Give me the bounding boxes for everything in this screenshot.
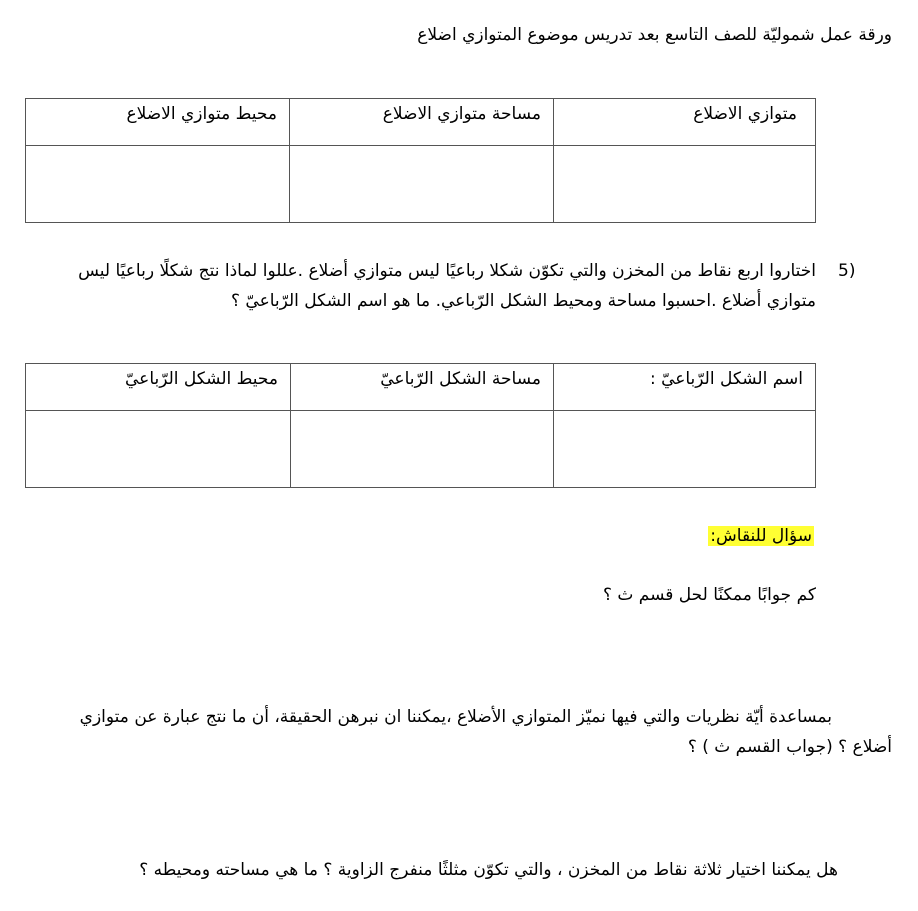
quadrilateral-table — [25, 363, 816, 488]
question-number: 5) — [838, 261, 856, 281]
header-parallelogram: متوازي الاضلاع — [554, 99, 816, 146]
discussion-heading — [708, 519, 814, 553]
answer-cell-area[interactable] — [291, 411, 554, 488]
question5-line2: متوازي أضلاع .احسبوا مساحة ومحيط الشكل الرّباعي. ما هو اسم الشكل الرّباعيّ ؟ — [230, 291, 816, 311]
worksheet-title: ورقة عمل شموليّة للصف التاسع بعد تدريس موضوع المتوازي اضلاع — [417, 25, 892, 45]
discussion-question-1: كم جوابًا ممكنًا لحل قسم ث ؟ — [602, 585, 816, 605]
discussion-question-2-line1: بمساعدة أيّة نظريات والتي فيها نميّز المتوازي الأضلاع ،يمكننا ان نبرهن الحقيقة، أن ما نتج عبارة عن متوازي — [79, 707, 832, 727]
header-quadrilateral-name: اسم الشكل الرّباعيّ : — [554, 364, 816, 411]
answer-cell-perimeter[interactable] — [26, 411, 291, 488]
answer-cell-area[interactable] — [290, 146, 554, 223]
header-parallelogram-perimeter: محيط متوازي الاضلاع — [26, 99, 290, 146]
table-answer-row — [26, 411, 816, 488]
table-header-row — [26, 99, 816, 146]
answer-cell-perimeter[interactable] — [26, 146, 290, 223]
answer-cell-parallelogram[interactable] — [554, 146, 816, 223]
discussion-question-3: هل يمكننا اختيار ثلاثة نقاط من المخزن ، والتي تكوّن مثلثًا منفرج الزاوية ؟ ما هي مساحته ومحيطه ؟ — [139, 860, 838, 880]
parallelogram-table — [25, 98, 816, 223]
discussion-heading-text: سؤال للنقاش: — [710, 526, 812, 546]
header-quadrilateral-area: مساحة الشكل الرّباعيّ — [291, 364, 554, 411]
discussion-question-2-line2: أضلاع ؟ (جواب القسم ث ) ؟ — [687, 737, 892, 757]
table-answer-row — [26, 146, 816, 223]
header-parallelogram-area: مساحة متوازي الاضلاع — [290, 99, 554, 146]
header-quadrilateral-perimeter: محيط الشكل الرّباعيّ — [26, 364, 291, 411]
answer-cell-name[interactable] — [554, 411, 816, 488]
question5-line1: اختاروا اربع نقاط من المخزن والتي تكوّن شكلا رباعيًا ليس متوازي أضلاع .عللوا لماذا نتج شكلًا رباعيًا ليس — [78, 261, 816, 281]
table-header-row — [26, 364, 816, 411]
